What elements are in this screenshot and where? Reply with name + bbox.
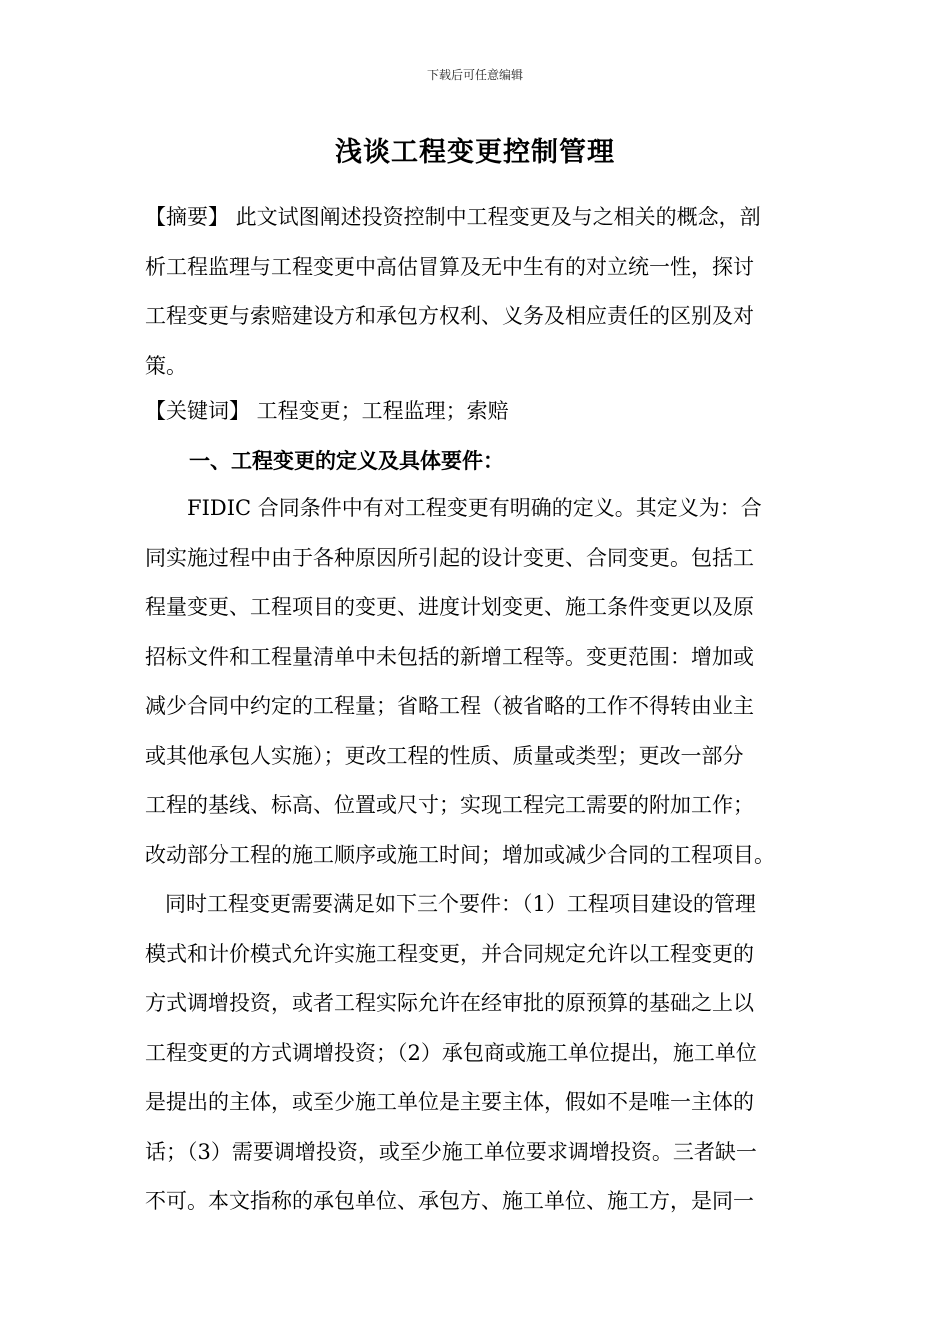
abstract-line: 工程变更与索赔建设方和承包方权利、义务及相应责任的区别及对 — [145, 304, 754, 328]
page-header-note: 下载后可任意编辑 — [426, 68, 523, 82]
paragraph-line: 改动部分工程的施工顺序或施工时间；增加或减少合同的工程项目。 — [145, 842, 775, 867]
document-title: 浅谈工程变更控制管理 — [335, 137, 615, 168]
paragraph-line: 是提出的主体，或至少施工单位是主要主体，假如不是唯一主体的 — [145, 1090, 754, 1114]
paragraph-line: 或其他承包人实施）；更改工程的性质、质量或类型；更改一部分 — [145, 743, 744, 768]
paragraph-line: 工程的基线、标高、位置或尺寸；实现工程完工需要的附加工作； — [145, 793, 754, 817]
paragraph-line: 工程变更的方式调增投资；（2）承包商或施工单位提出，施工单位 — [145, 1040, 757, 1065]
abstract-line: 策。 — [145, 353, 187, 378]
abstract-line: 析工程监理与工程变更中高估冒算及无中生有的对立统一性，探讨 — [145, 254, 754, 279]
section-heading: 一、工程变更的定义及具体要件： — [189, 448, 504, 473]
keywords-line: 【关键词】 工程变更；工程监理；索赔 — [145, 399, 509, 423]
paragraph-definition — [145, 484, 805, 880]
section-heading-block — [145, 436, 805, 486]
paragraph-line: 方式调增投资，或者工程实际允许在经审批的原预算的基础之上以 — [145, 991, 754, 1015]
paragraph-line: 程量变更、工程项目的变更、进度计划变更、施工条件变更以及原 — [145, 595, 754, 619]
paragraph-line: 同时工程变更需要满足如下三个要件：（1）工程项目建设的管理 — [165, 892, 756, 916]
paragraph-line: 话；（3）需要调增投资，或至少施工单位要求调增投资。三者缺一 — [145, 1139, 757, 1164]
paragraph-line: 不可。本文指称的承包单位、承包方、施工单位、施工方，是同一 — [145, 1189, 754, 1213]
paragraph-line: 招标文件和工程量清单中未包括的新增工程等。变更范围：增加或 — [145, 644, 754, 669]
paragraph-requirements — [145, 880, 805, 1227]
paragraph-line: FIDIC 合同条件中有对工程变更有明确的定义。其定义为：合 — [187, 496, 762, 520]
keywords-block — [145, 387, 805, 437]
paragraph-line: 同实施过程中由于各种原因所引起的设计变更、合同变更。包括工 — [145, 545, 754, 570]
abstract-block — [145, 193, 805, 391]
paragraph-line: 模式和计价模式允许实施工程变更，并合同规定允许以工程变更的 — [145, 941, 754, 966]
paragraph-line: 减少合同中约定的工程量；省略工程（被省略的工作不得转由业主 — [145, 694, 754, 718]
abstract-line: 【摘要】 此文试图阐述投资控制中工程变更及与之相关的概念，剖 — [145, 205, 761, 229]
